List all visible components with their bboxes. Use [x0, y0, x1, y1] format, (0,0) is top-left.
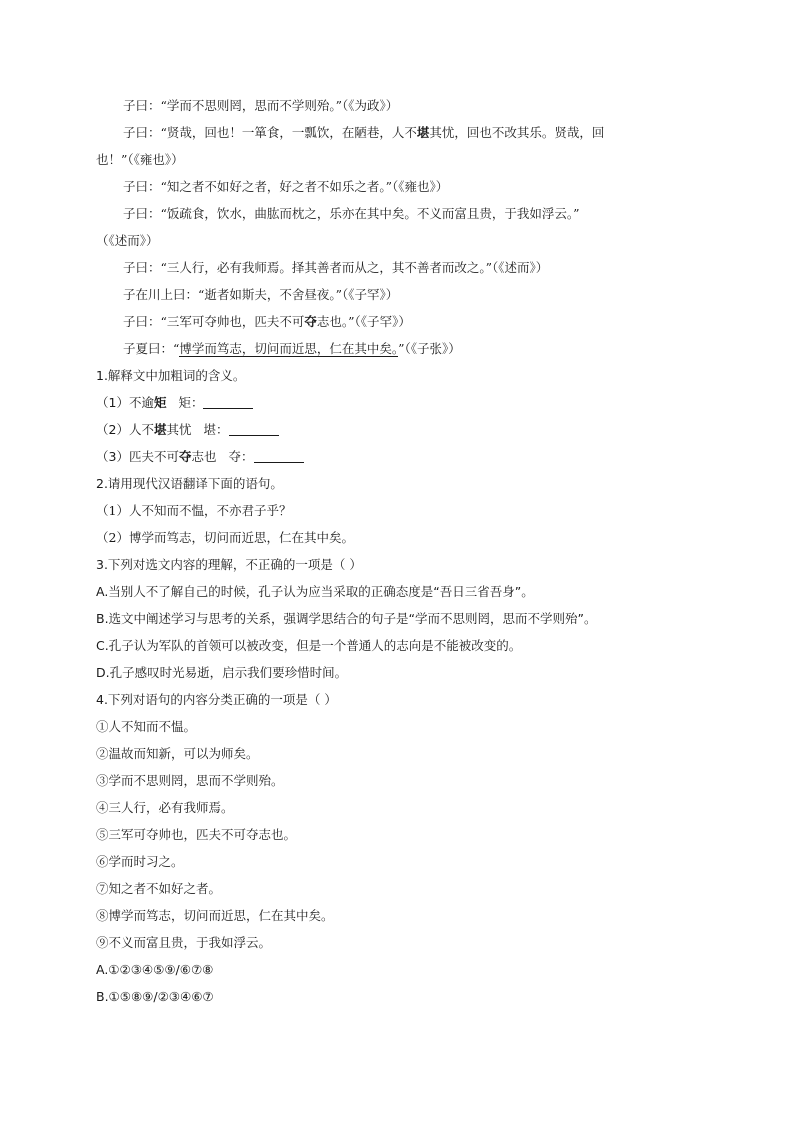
bold-word: 堪 — [416, 125, 430, 140]
q3-option-b[interactable]: B.选文中阐述学习与思考的关系，强调学思结合的句子是“学而不思则罔，思而不学则殆”。 — [96, 611, 597, 626]
passage-text: 子曰：“学而不思则罔，思而不学则殆。”（《为政》） — [123, 98, 399, 113]
q1-item-3 — [96, 443, 676, 470]
answer-blank[interactable] — [229, 421, 279, 436]
q4-item-1: ①人不知而不愠。 — [96, 719, 197, 734]
passage-text: 也！”（《雍也》） — [96, 152, 184, 167]
passage-text: ”（《子张》） — [398, 341, 461, 356]
q4-item-8: ⑧博学而笃志，切问而近思，仁在其中矣。 — [96, 908, 334, 923]
q3-option-c[interactable]: C.孔子认为军队的首领可以被改变，但是一个普通人的志向是不能被改变的。 — [96, 638, 522, 653]
item-label: （3）匹夫不可 — [96, 449, 179, 464]
passage-text: 子曰：“知之者不如好之者，好之者不如乐之者。”（《雍也》） — [123, 179, 449, 194]
q4-item-7: ⑦知之者不如好之者。 — [96, 881, 222, 896]
passage-line-4-cont — [96, 227, 676, 254]
answer-blank[interactable] — [254, 448, 304, 463]
passage-line-8 — [96, 335, 676, 362]
passage-line-3 — [96, 173, 676, 200]
q3-stem: 3.下列对选文内容的理解，不正确的一项是（ ） — [96, 557, 362, 572]
bold-word: 矩 — [153, 395, 167, 410]
passage-line-1 — [96, 92, 676, 119]
bold-word: 夺 — [304, 314, 317, 329]
q4-option-b[interactable]: B.①⑤⑧⑨/②③④⑥⑦ — [96, 989, 214, 1004]
q4-item-3: ③学而不思则罔，思而不学则殆。 — [96, 773, 284, 788]
q1-item-1 — [96, 389, 676, 416]
q3-option-d[interactable]: D.孔子感叹时光易逝，启示我们要珍惜时间。 — [96, 665, 348, 680]
passage-line-6 — [96, 281, 676, 308]
item-key: 堪： — [203, 422, 229, 437]
q4-item-2: ②温故而知新，可以为师矣。 — [96, 746, 259, 761]
bold-word: 夺 — [178, 449, 192, 464]
q3-option-a[interactable]: A.当别人不了解自己的时候，孔子认为应当采取的正确态度是“吾日三省吾身”。 — [96, 584, 534, 599]
passage-line-2-cont — [96, 146, 676, 173]
passage-text: 其忧，回也不改其乐。贤哉，回 — [429, 125, 605, 140]
q4-item-6: ⑥学而时习之。 — [96, 854, 184, 869]
item-text: 志也 — [191, 449, 217, 464]
item-text: 其忧 — [166, 422, 192, 437]
content — [96, 92, 676, 1010]
passage-text: 志也。”（《子罕》） — [316, 314, 411, 329]
item-label: （2）人不 — [96, 422, 154, 437]
q4-item-5: ⑤三军可夺帅也，匹夫不可夺志也。 — [96, 827, 297, 842]
item-label: （1）不逾 — [96, 395, 154, 410]
answer-blank[interactable] — [203, 394, 253, 409]
passage-text: 子夏曰：“ — [123, 341, 180, 356]
q4-item-9: ⑨不义而富且贵，于我如浮云。 — [96, 935, 272, 950]
q2-item-2: （2）博学而笃志，切问而近思，仁在其中矣。 — [96, 530, 354, 545]
q1-item-2 — [96, 416, 676, 443]
q4-stem: 4.下列对语句的内容分类正确的一项是（ ） — [96, 692, 337, 707]
passage-line-2 — [96, 119, 676, 146]
passage-text: 子在川上曰：“逝者如斯夫，不舍昼夜。”（《子罕》） — [123, 287, 399, 302]
q2-item-1: （1）人不知而不愠，不亦君子乎？ — [96, 503, 292, 518]
passage-text: 子曰：“饭疏食，饮水，曲肱而枕之，乐亦在其中矣。不义而富且贵，于我如浮云。” — [123, 206, 580, 221]
q2-stem: 2.请用现代汉语翻译下面的语句。 — [96, 476, 283, 491]
bold-word: 堪 — [153, 422, 167, 437]
passage-line-7 — [96, 308, 676, 335]
passage-text: 子曰：“贤哉，回也！一箪食，一瓢饮，在陋巷，人不 — [123, 125, 417, 140]
item-key: 夺： — [228, 449, 254, 464]
q1-stem: 1.解释文中加粗词的含义。 — [96, 368, 246, 383]
passage-text: 子曰：“三人行，必有我师焉。择其善者而从之，其不善者而改之。”（《述而》） — [123, 260, 549, 275]
passage-line-5 — [96, 254, 676, 281]
passage-text: （《述而》） — [96, 233, 159, 248]
passage-text: 子曰：“三军可夺帅也，匹夫不可 — [123, 314, 305, 329]
passage-line-4 — [96, 200, 676, 227]
q4-item-4: ④三人行，必有我师焉。 — [96, 800, 234, 815]
underlined-sentence: 博学而笃志，切问而近思，仁在其中矣。 — [179, 341, 399, 356]
item-key: 矩： — [178, 395, 204, 410]
q4-option-a[interactable]: A.①②③④⑤⑨/⑥⑦⑧ — [96, 962, 214, 977]
